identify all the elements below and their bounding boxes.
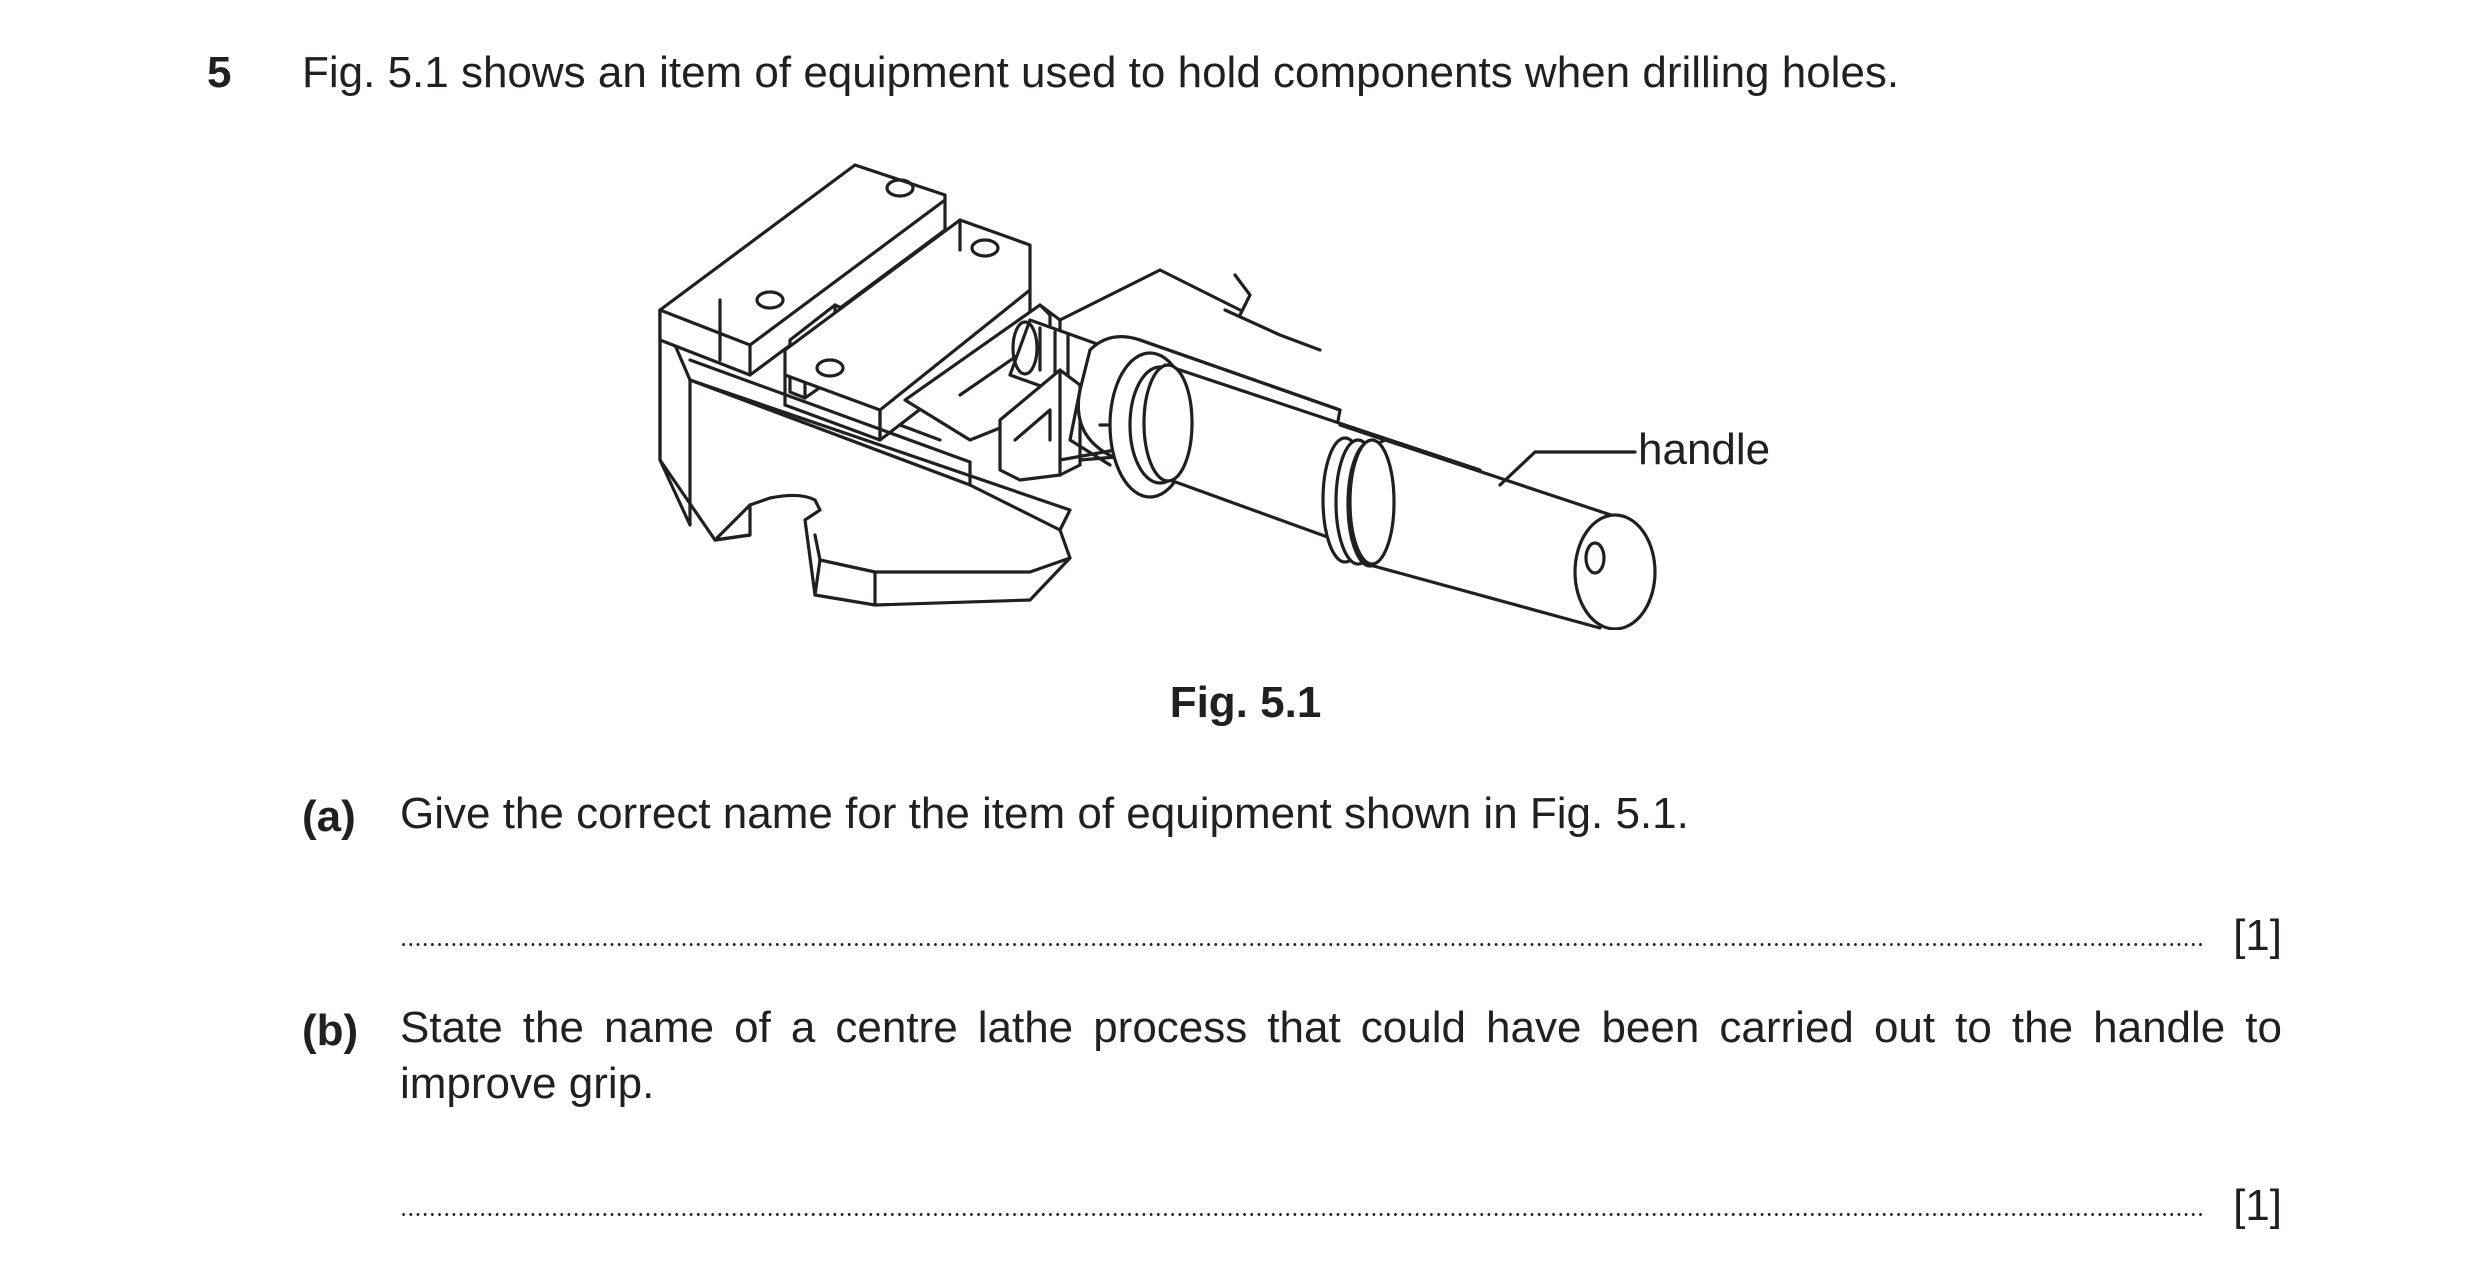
handle-grip bbox=[1350, 440, 1655, 629]
question-intro: Fig. 5.1 shows an item of equipment used to hold components when drilling holes. bbox=[302, 48, 1900, 97]
figure-caption bbox=[0, 678, 2481, 728]
part-a-answer-line[interactable] bbox=[400, 943, 2205, 946]
part-a-label: (a) bbox=[302, 792, 356, 841]
handle-label: handle bbox=[1638, 425, 1771, 474]
figure-caption-text: Fig. 5.1 bbox=[1169, 678, 1322, 727]
question-number: 5 bbox=[207, 48, 232, 97]
drill-vice-figure bbox=[640, 140, 1800, 630]
part-a-question: Give the correct name for the item of equipment shown in Fig. 5.1. bbox=[400, 789, 1689, 838]
part-b-marks: [1] bbox=[2233, 1181, 2282, 1230]
part-b-question: State the name of a centre lathe process that could have been carried out to the handle to improve grip. bbox=[400, 1003, 2282, 1108]
part-b-label: (b) bbox=[302, 1006, 359, 1055]
handle-leader-line bbox=[1500, 452, 1635, 485]
part-a-marks: [1] bbox=[2233, 911, 2282, 960]
part-b-answer-line[interactable] bbox=[400, 1213, 2205, 1216]
part-a-answer-row bbox=[400, 898, 2282, 958]
part-b-answer-row bbox=[400, 1168, 2282, 1228]
